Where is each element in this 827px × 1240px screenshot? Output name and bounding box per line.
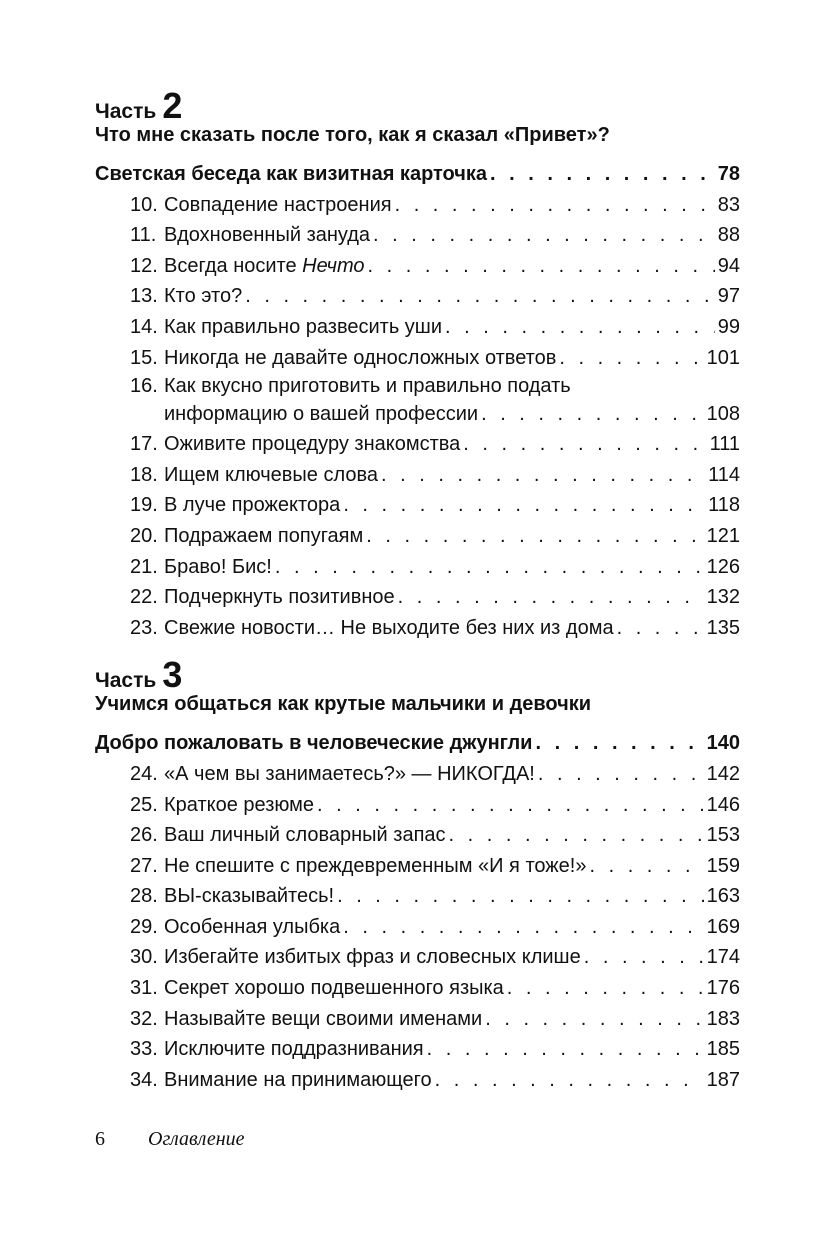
page-number: 111: [709, 433, 740, 456]
toc-chapter[interactable]: [130, 281, 740, 312]
chapter-title: Подражаем попугаям: [164, 524, 364, 547]
chapter-number: 33.: [130, 1038, 158, 1061]
toc-chapter[interactable]: [130, 881, 740, 912]
chapter-title: Как вкусно приготовить и правильно подать: [164, 375, 571, 398]
dot-leader: [275, 552, 704, 583]
page-number: 169: [706, 915, 740, 938]
toc-chapter[interactable]: [130, 582, 740, 613]
toc-chapter[interactable]: [130, 790, 740, 821]
section-title: Светская беседа как визитная карточка: [95, 163, 488, 185]
chapter-title: Особенная улыбка: [164, 915, 341, 938]
dot-leader: [317, 790, 704, 821]
dot-leader: [535, 728, 703, 759]
toc-chapter[interactable]: [130, 190, 740, 221]
page-number: 153: [706, 824, 740, 847]
page-number: 146: [706, 793, 740, 816]
part-title: Что мне сказать после того, как я сказал «Привет»?: [95, 124, 610, 146]
chapter-title: Совпадение настроения: [164, 193, 392, 216]
toc-chapter[interactable]: [130, 613, 740, 644]
toc-section[interactable]: [95, 728, 740, 759]
page-number: 108: [706, 403, 740, 426]
chapter-number: 25.: [130, 793, 158, 816]
dot-leader: [435, 1065, 704, 1096]
page-number: 126: [706, 555, 740, 578]
toc-chapter[interactable]: [130, 759, 740, 790]
dot-leader: [485, 1004, 703, 1035]
dot-leader: [395, 190, 715, 221]
chapter-number: 29.: [130, 915, 158, 938]
page-number: 94: [717, 254, 740, 277]
toc-section[interactable]: [95, 159, 740, 190]
chapter-title: Называйте вещи своими именами: [164, 1007, 483, 1030]
chapter-title: Избегайте избитых фраз и словесных клише: [164, 946, 581, 969]
chapter-number: 20.: [130, 524, 158, 547]
part-3: [95, 654, 740, 1095]
toc-chapter[interactable]: [130, 820, 740, 851]
chapter-title: Подчеркнуть позитивное: [164, 586, 395, 609]
part-number: 2: [162, 85, 183, 126]
dot-leader: [398, 582, 704, 613]
toc-chapter[interactable]: [130, 973, 740, 1004]
dot-leader: [381, 460, 705, 491]
chapter-title: [164, 251, 365, 282]
chapter-title: Вдохновенный зануда: [164, 224, 371, 247]
table-of-contents: [95, 85, 740, 1095]
dot-leader: [490, 159, 715, 190]
section-title: Добро пожаловать в человеческие джунгли: [95, 732, 533, 755]
page-footer: [95, 1128, 245, 1151]
page-number: 183: [706, 1007, 740, 1030]
chapter-title: Оживите процедуру знакомства: [164, 433, 461, 456]
page-number: 97: [717, 285, 740, 308]
chapter-number: 21.: [130, 555, 158, 578]
page-number: 187: [706, 1068, 740, 1091]
dot-leader: [507, 973, 704, 1004]
dot-leader: [449, 820, 704, 851]
dot-leader: [445, 312, 715, 343]
toc-chapter[interactable]: [130, 521, 740, 552]
toc-chapter[interactable]: [130, 343, 740, 374]
chapter-title: Секрет хорошо подвешенного языка: [164, 977, 504, 1000]
chapter-title-text: Всегда носите: [164, 254, 297, 277]
chapter-number: 32.: [130, 1007, 158, 1030]
toc-chapter[interactable]: [130, 490, 740, 521]
toc-chapter[interactable]: [130, 251, 740, 282]
dot-leader: [343, 490, 705, 521]
dot-leader: [366, 521, 703, 552]
page-number: 185: [706, 1038, 740, 1061]
toc-chapter[interactable]: [130, 460, 740, 491]
toc-chapter[interactable]: [130, 373, 740, 429]
chapter-title: Ваш личный словарный запас: [164, 824, 446, 847]
chapter-title: Как правильно развесить уши: [164, 315, 443, 338]
dot-leader: [559, 343, 703, 374]
chapter-number: 30.: [130, 946, 158, 969]
part-label: Часть: [95, 100, 157, 123]
footer-page-number: 6: [95, 1128, 105, 1150]
dot-leader: [617, 613, 704, 644]
chapter-number: 27.: [130, 854, 158, 877]
page-number: 99: [717, 315, 740, 338]
chapter-title: Не спешите с преждевременным «И я тоже!»: [164, 854, 587, 877]
chapter-title-line: [130, 373, 740, 399]
dot-leader: [584, 942, 704, 973]
chapter-number: 12.: [130, 254, 158, 277]
dot-leader: [373, 220, 715, 251]
chapter-number: 13.: [130, 285, 158, 308]
dot-leader: [538, 759, 704, 790]
chapter-number: 18.: [130, 463, 158, 486]
chapter-number: 10.: [130, 193, 158, 216]
page-number: 140: [706, 732, 740, 755]
chapter-title: Ищем ключевые слова: [164, 463, 379, 486]
toc-chapter[interactable]: [130, 429, 740, 460]
chapter-number: 22.: [130, 586, 158, 609]
chapter-title-line: [164, 399, 740, 429]
dot-leader: [427, 1034, 704, 1065]
dot-leader: [481, 399, 704, 429]
toc-chapter[interactable]: [130, 552, 740, 583]
dot-leader: [245, 281, 715, 312]
dot-leader: [589, 851, 703, 882]
dot-leader: [463, 429, 706, 460]
toc-chapter[interactable]: [130, 1065, 740, 1096]
part-label: Часть: [95, 669, 157, 693]
dot-leader: [343, 912, 703, 943]
chapter-title: «А чем вы занимаетесь?» — НИКОГДА!: [164, 762, 535, 785]
page-number: 142: [706, 762, 740, 785]
part-heading: [95, 85, 740, 126]
page-number: 132: [706, 586, 740, 609]
chapter-number: 28.: [130, 885, 158, 908]
toc-chapter[interactable]: [130, 312, 740, 343]
chapter-title: Свежие новости… Не выходите без них из дома: [164, 616, 614, 639]
chapter-number: 19.: [130, 494, 158, 517]
page-number: 101: [706, 346, 740, 369]
page-number: 83: [717, 193, 740, 216]
part-heading: [95, 654, 740, 696]
chapter-number: 16.: [130, 375, 158, 398]
chapter-title: Кто это?: [164, 285, 243, 308]
chapter-number: 14.: [130, 315, 158, 338]
chapter-title: Браво! Бис!: [164, 555, 272, 578]
page-number: 118: [708, 494, 740, 517]
chapter-title: ВЫ-сказывайтесь!: [164, 885, 335, 908]
part-2: [95, 85, 740, 643]
page-number: 174: [706, 946, 740, 969]
toc-chapter[interactable]: [130, 912, 740, 943]
page-number: 163: [706, 885, 740, 908]
dot-leader: [337, 881, 704, 912]
part-title: Учимся общаться как крутые мальчики и девочки: [95, 693, 592, 716]
chapter-number: 17.: [130, 433, 158, 456]
chapter-title: В луче прожектора: [164, 494, 341, 517]
part-number: 3: [162, 654, 183, 696]
chapter-title: Внимание на принимающего: [164, 1068, 432, 1091]
chapter-title: Никогда не давайте односложных ответов: [164, 346, 557, 369]
toc-chapter[interactable]: [130, 942, 740, 973]
chapter-number: 24.: [130, 762, 158, 785]
chapter-title-italic: Нечто: [302, 254, 365, 277]
chapter-title: Краткое резюме: [164, 793, 315, 816]
toc-chapter[interactable]: [130, 851, 740, 882]
chapter-number: 11.: [130, 224, 157, 247]
chapter-number: 31.: [130, 977, 158, 1000]
page-number: 78: [717, 163, 740, 185]
chapter-number: 34.: [130, 1068, 158, 1091]
running-title: Оглавление: [148, 1128, 245, 1150]
chapter-number: 23.: [130, 616, 158, 639]
dot-leader: [368, 251, 715, 282]
chapter-number: 26.: [130, 824, 158, 847]
page-number: 135: [706, 616, 740, 639]
page-number: 176: [706, 977, 740, 1000]
toc-chapter[interactable]: [130, 1004, 740, 1035]
page-number: 88: [717, 224, 740, 247]
toc-chapter[interactable]: [130, 1034, 740, 1065]
chapter-title-continued: информацию о вашей профессии: [164, 403, 479, 426]
chapter-title: Исключите поддразнивания: [164, 1038, 424, 1061]
toc-chapter[interactable]: [130, 220, 740, 251]
page-number: 121: [706, 524, 740, 547]
chapter-number: 15.: [130, 346, 158, 369]
page-number: 159: [706, 854, 740, 877]
page-number: 114: [708, 463, 740, 486]
